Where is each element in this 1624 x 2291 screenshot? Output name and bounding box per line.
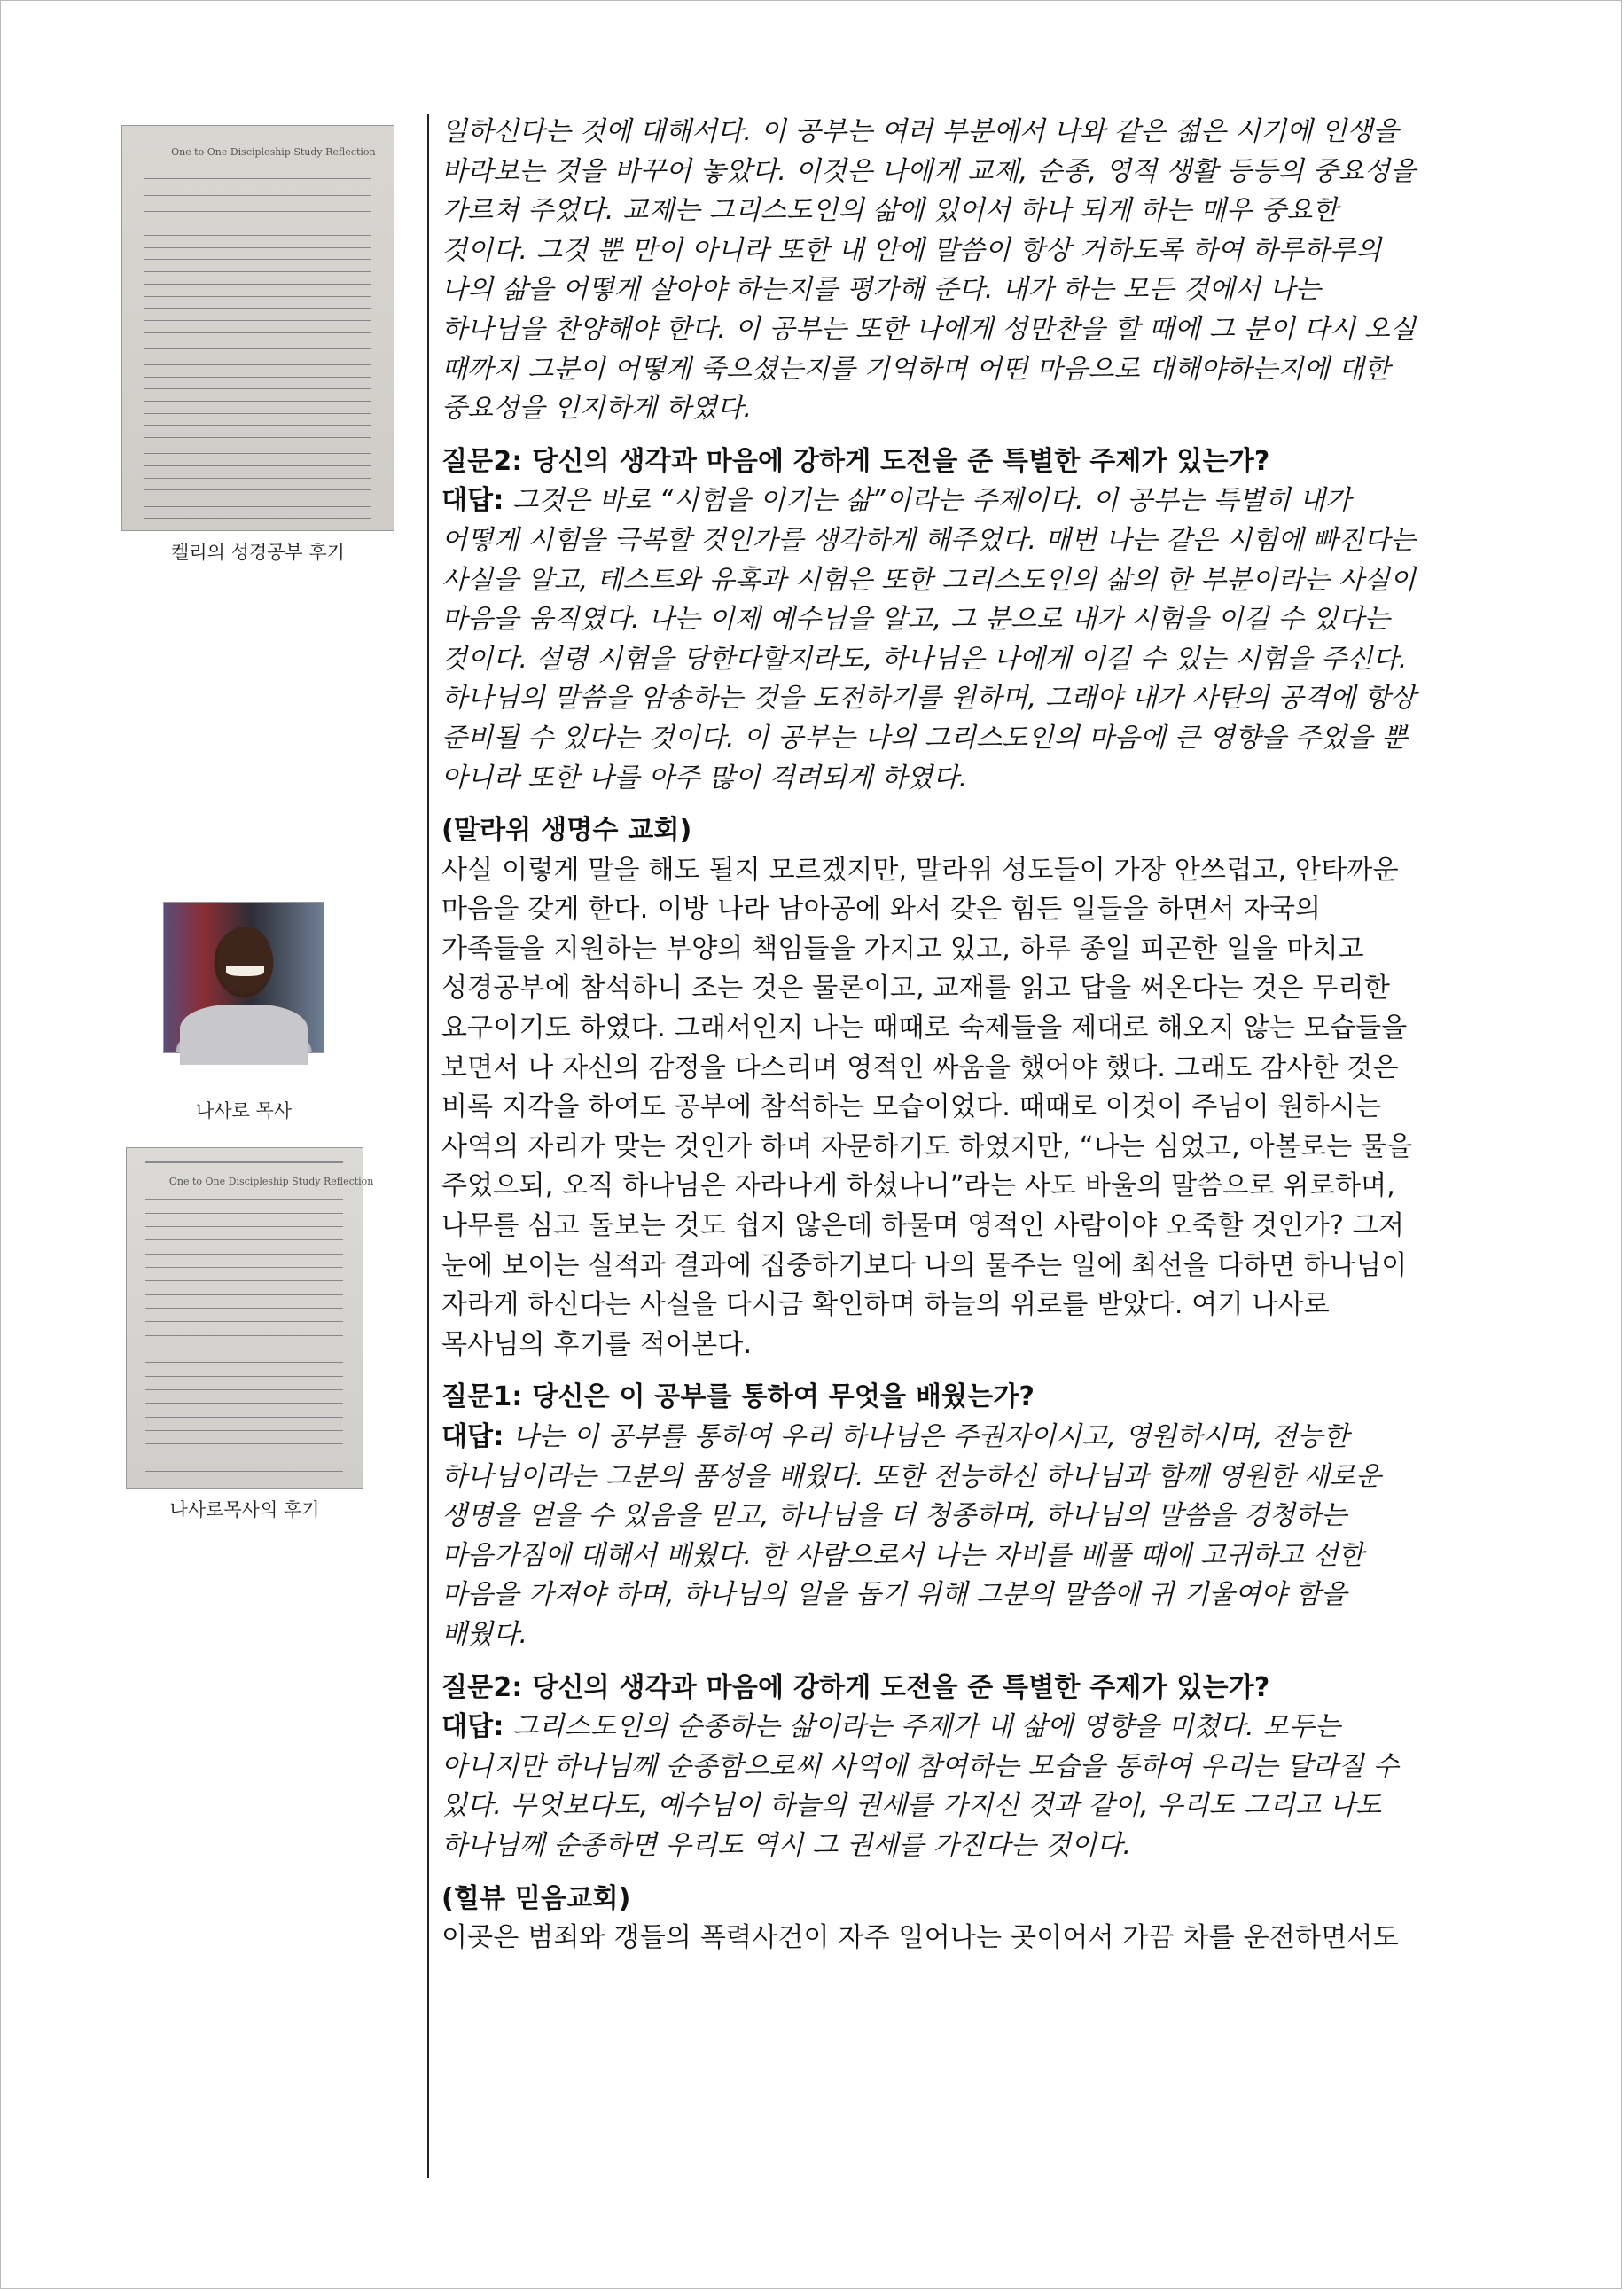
column-divider: [427, 114, 429, 2178]
kelly-reflection-sheet-image: [121, 125, 394, 531]
kelly-answer-continued: 일하신다는 것에 대해서다. 이 공부는 여러 부분에서 나와 같은 젊은 시기에 인생을 바라보는 것을 바꾸어 놓았다. 이것은 나에게 교제, 순종, 영적 생활 등등의 중요성을 가르쳐 주었다. 교제는 그리스도인의 삶에 있어서 하나 되게 하는 매우 중요한 것이다. 그것 뿐 만이 아니라 또한 내 안에 말씀이 항상 거하도록 하여 하루하루의 나의 삶을 어떻게 살아야 하는지를 평가해 준다. 내가 하는 모든 것에서 나는 하나님을 찬양해야 한다. 이 공부는 또한 나에게 성만찬을 할 때에 그 분이 다시 오실 때까지 그분이 어떻게 죽으셨는지를 기억하며 어떤 마음으로 대해야하는지에 대한 중요성을 인지하게 하였다.: [441, 116, 1417, 425]
body-text: [441, 113, 1479, 1959]
answer-label: 대답:: [441, 1421, 504, 1452]
answer-2-lazarus: 대답: 그리스도인의 순종하는 삶이라는 주제가 내 삶에 영향을 미쳤다. 모두는 아니지만 하나님께 순종함으로써 사역에 참여하는 모습을 통하여 우리는 달라질 수 있다. 무엇보다도, 예수님이 하늘의 권세를 가지신 것과 같이, 우리도 그리고 나도 하나님께 순종하면 우리도 역시 그 권세를 가진다는 것이다.: [441, 1711, 1399, 1861]
lazarus-reflection-sheet-image: [126, 1147, 374, 1489]
question-2-kelly: 질문2: 당신의 생각과 마음에 강하게 도전을 준 특별한 주제가 있는가?: [441, 445, 1270, 477]
question-2-lazarus: 질문2: 당신의 생각과 마음에 강하게 도전을 준 특별한 주제가 있는가?: [441, 1671, 1270, 1703]
malawi-paragraph: 사실 이렇게 말을 해도 될지 모르겠지만, 말라위 성도들이 가장 안쓰럽고, 안타까운 마음을 갖게 한다. 이방 나라 남아공에 와서 갖은 힘든 일들을 하면서 자국의 가족들을 지원하는 부양의 책임들을 가지고 있고, 하루 종일 피곤한 일을 마치고 성경공부에 참석하니 조는 것은 물론이고, 교재를 읽고 답을 써온다는 것은 무리한 요구이기도 하였다. 그래서인지 나는 때때로 숙제들을 제대로 해오지 않는 모습들을 보면서 나 자신의 감정을 다스리며 영적인 싸움을 했어야 했다. 그래도 감사한 것은 비록 지각을 하여도 공부에 참석하는 모습이었다. 때때로 이것이 주님이 원하시는 사역의 자리가 맞는 것인가 하며 자문하기도 하였지만, “나는 심었고, 아볼로는 물을 주었으되, 오직 하나님은 자라나게 하셨나니”라는 사도 바울의 말씀으로 위로하며, 나무를 심고 돌보는 것도 쉽지 않은데 하물며 영적인 사람이야 오죽할 것인가? 그저 눈에 보이는 실적과 결과에 집중하기보다 나의 물주는 일에 최선을 다하면 하나님이 자라게 하신다는 사실을 다시금 확인하며 하늘의 위로를 받았다. 여기 나사로 목사님의 후기를 적어본다.: [441, 854, 1413, 1360]
answer-2-kelly: 대답: 그것은 바로 “시험을 이기는 삶”이라는 주제이다. 이 공부는 특별히 내가 어떻게 시험을 극복할 것인가를 생각하게 해주었다. 매번 나는 같은 시험에 빠진다는 사실을 알고, 테스트와 유혹과 시험은 또한 그리스도인의 삶의 한 부분이라는 사실이 마음을 움직였다. 나는 이제 예수님을 알고, 그 분으로 내가 시험을 이길 수 있다는 것이다. 설령 시험을 당한다할지라도, 하나님은 나에게 이길 수 있는 시험을 주신다. 하나님의 말씀을 암송하는 것을 도전하기를 원하며, 그래야 내가 사탄의 공격에 항상 준비될 수 있다는 것이다. 이 공부는 나의 그리스도인의 마음에 큰 영향을 주었을 뿐 아니라 또한 나를 아주 많이 격려되게 하였다.: [441, 485, 1417, 794]
kelly-caption: 켈리의 성경공부 후기: [171, 542, 345, 563]
lazarus-sheet-caption: 나사로목사의 후기: [169, 1499, 320, 1521]
answer-1-lazarus: 대답: 나는 이 공부를 통하여 우리 하나님은 주권자이시고, 영원하시며, 전능한 하나님이라는 그분의 품성을 배웠다. 또한 전능하신 하나님과 함께 영원한 새로운 생명을 얻을 수 있음을 믿고, 하나님을 더 청종하며, 하나님의 말씀을 경청하는 마음가짐에 대해서 배웠다. 한 사람으로서 나는 자비를 베풀 때에 고귀하고 선한 마음을 가져야 하며, 하나님의 일을 돕기 위해 그분의 말씀에 귀 기울여야 함을 배웠다.: [441, 1421, 1382, 1650]
answer-label: 대답:: [441, 485, 504, 517]
lazarus-caption: 나사로 목사: [195, 1100, 293, 1122]
answer-label: 대답:: [441, 1711, 504, 1743]
kelly-sheet-title: One to One Discipleship Study Reflection: [171, 145, 376, 158]
question-1-lazarus: 질문1: 당신은 이 공부를 통하여 무엇을 배웠는가?: [441, 1381, 1035, 1413]
section-heading-malawi: (말라위 생명수 교회): [441, 815, 692, 847]
lazarus-sheet-title: One to One Discipleship Study Reflection: [168, 1175, 374, 1187]
hillview-paragraph: 이곳은 범죄와 갱들의 폭력사건이 자주 일어나는 곳이어서 가끔 차를 운전하면서도: [441, 1922, 1399, 1954]
section-heading-hillview: (힐뷰 믿음교회): [441, 1882, 631, 1914]
lazarus-portrait-image: [163, 902, 324, 1053]
